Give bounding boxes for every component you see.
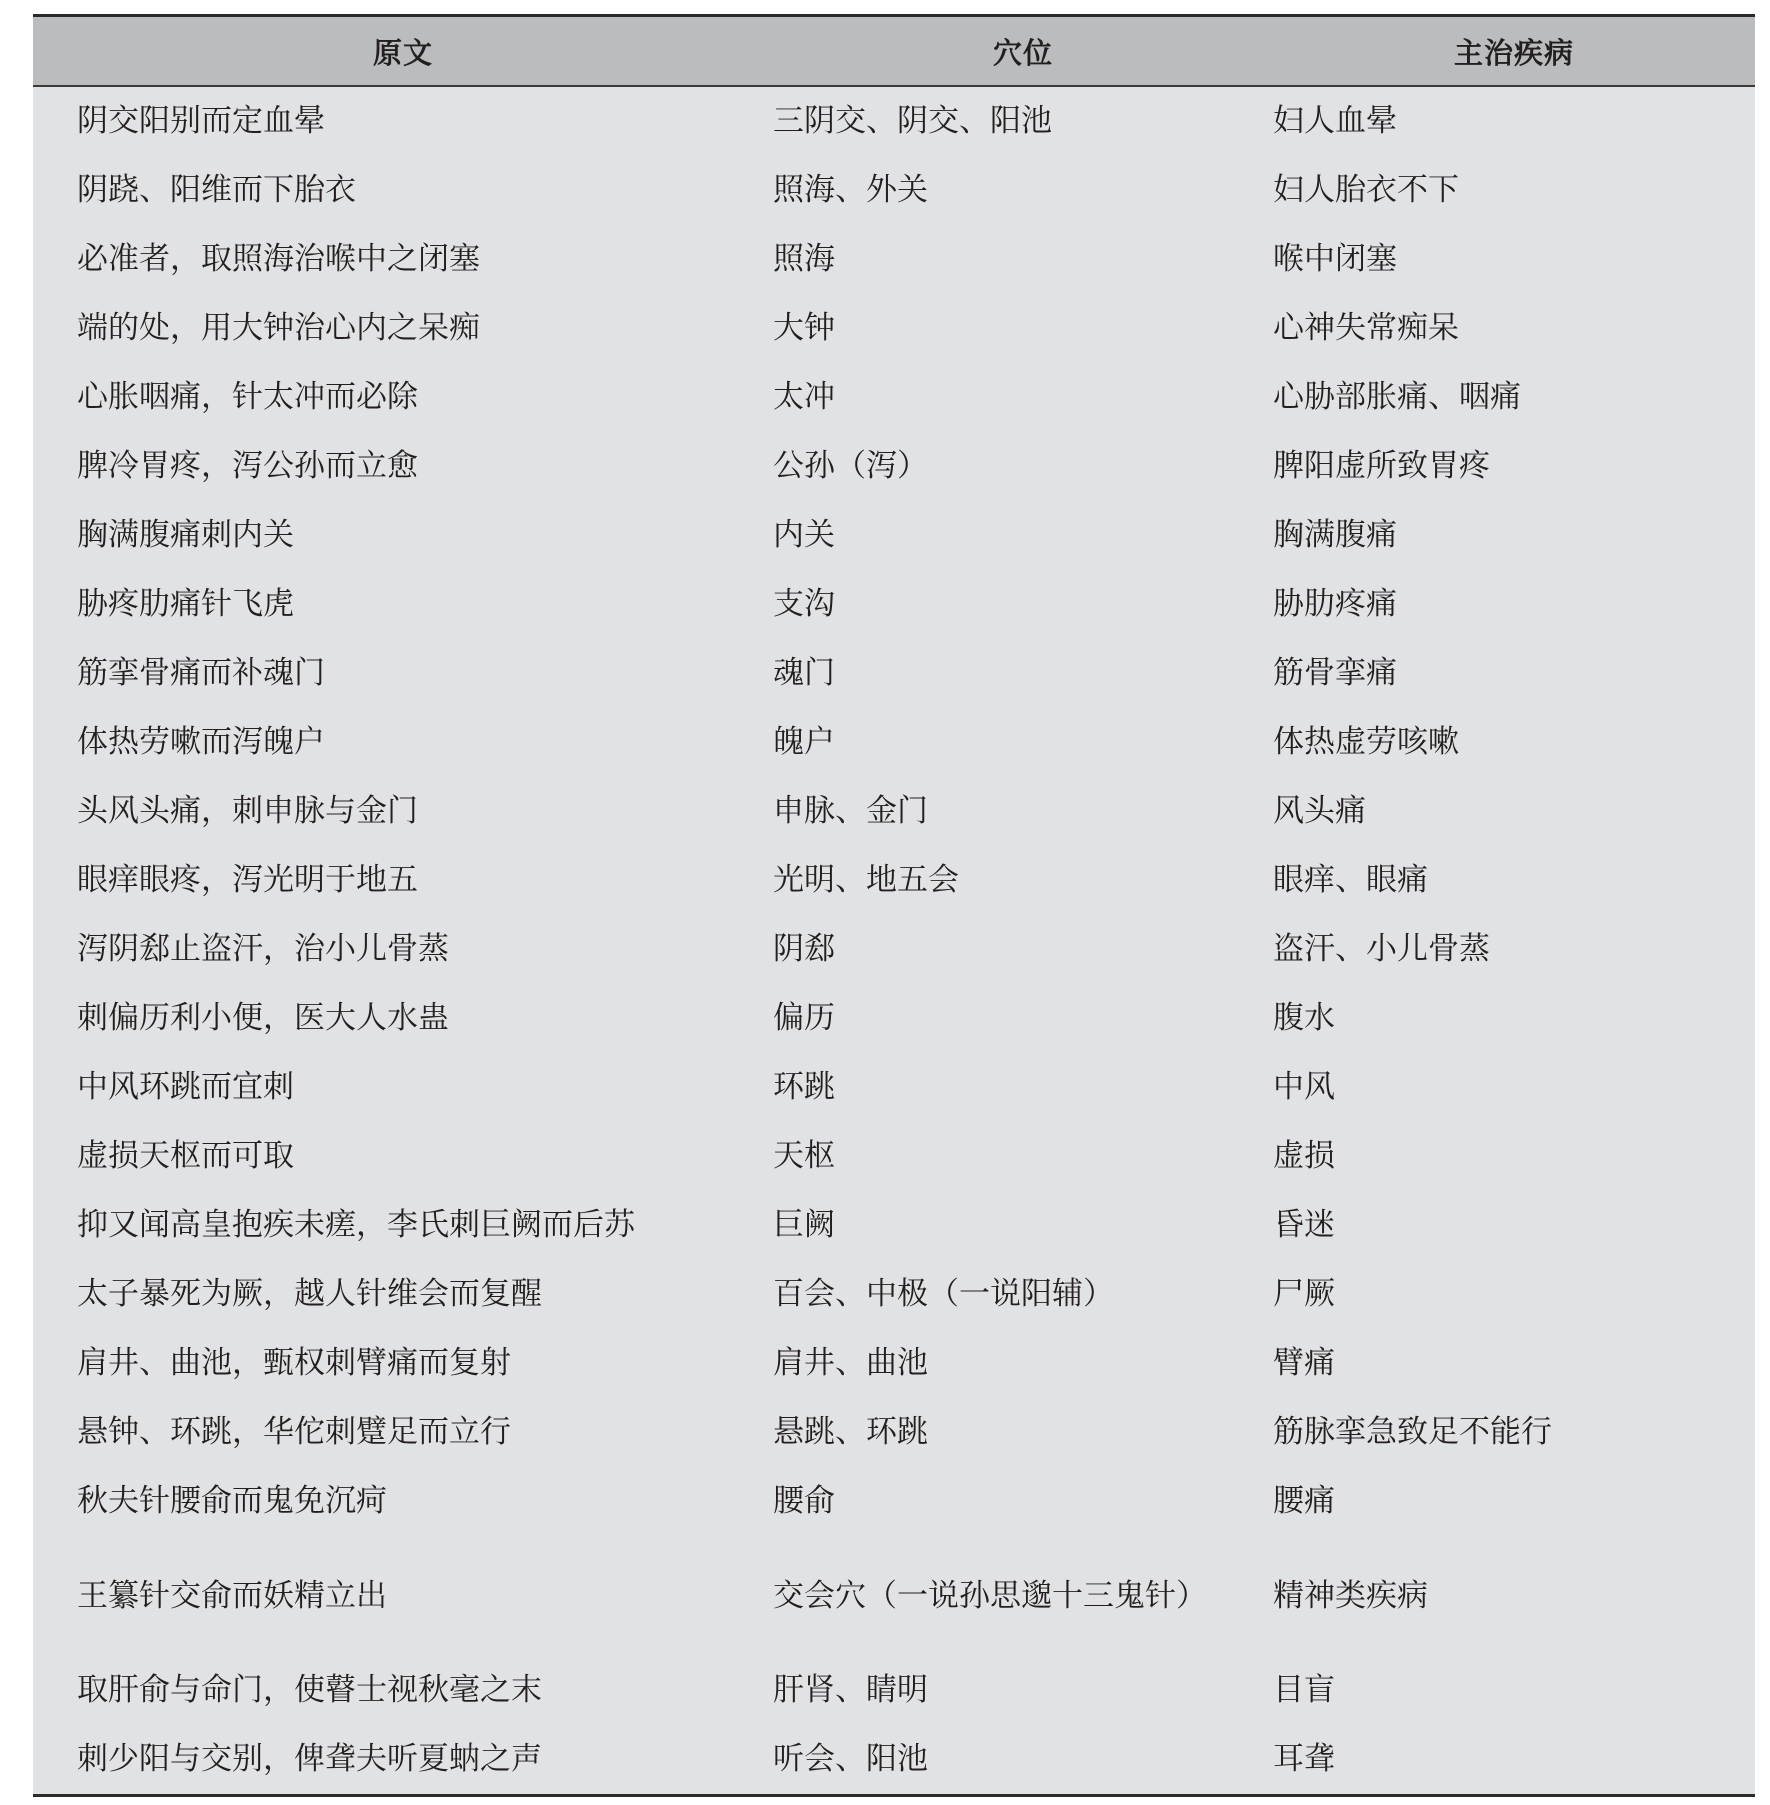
cell-acupoint: 申脉、金门 xyxy=(773,793,928,830)
cell-original-text: 头风头痛，刺申脉与金门 xyxy=(77,793,418,830)
cell-acupoint: 大钟 xyxy=(773,310,835,347)
cell-original-text: 取肝俞与命门，使瞽士视秋毫之末 xyxy=(77,1672,542,1709)
table-row xyxy=(33,1467,1755,1536)
cell-acupoint: 肝肾、睛明 xyxy=(773,1672,928,1709)
cell-acupoint: 公孙（泻） xyxy=(773,448,928,485)
cell-original-text: 必准者，取照海治喉中之闭塞 xyxy=(77,241,480,278)
cell-acupoint: 太冲 xyxy=(773,379,835,416)
cell-original-text: 中风环跳而宜刺 xyxy=(77,1069,294,1106)
table-row xyxy=(33,1191,1755,1260)
header-original-text: 原文 xyxy=(372,35,433,70)
cell-original-text: 悬钟、环跳，华佗刺躄足而立行 xyxy=(77,1414,511,1451)
table-row xyxy=(33,1053,1755,1122)
table-row xyxy=(33,1260,1755,1329)
cell-acupoint: 光明、地五会 xyxy=(773,862,959,899)
table-row xyxy=(33,1656,1755,1725)
cell-indication: 臂痛 xyxy=(1273,1345,1335,1382)
cell-indication: 盗汗、小儿骨蒸 xyxy=(1273,931,1490,968)
cell-indication: 昏迷 xyxy=(1273,1207,1335,1244)
table-row xyxy=(33,501,1755,570)
cell-original-text: 秋夫针腰俞而鬼免沉疴 xyxy=(77,1483,387,1520)
cell-acupoint: 悬跳、环跳 xyxy=(773,1414,928,1451)
table-body xyxy=(33,87,1755,1794)
cell-indication: 风头痛 xyxy=(1273,793,1366,830)
cell-acupoint: 偏历 xyxy=(773,1000,835,1037)
cell-indication: 喉中闭塞 xyxy=(1273,241,1397,278)
cell-indication: 胸满腹痛 xyxy=(1273,517,1397,554)
cell-indication: 胁肋疼痛 xyxy=(1273,586,1397,623)
table-header xyxy=(33,17,1755,87)
cell-original-text: 太子暴死为厥，越人针维会而复醒 xyxy=(77,1276,542,1313)
cell-indication: 腹水 xyxy=(1273,1000,1335,1037)
cell-original-text: 虚损天枢而可取 xyxy=(77,1138,294,1175)
table-row xyxy=(33,915,1755,984)
cell-original-text: 胁疼肋痛针飞虎 xyxy=(77,586,294,623)
cell-original-text: 泻阴郄止盗汗，治小儿骨蒸 xyxy=(77,931,449,968)
cell-indication: 耳聋 xyxy=(1273,1741,1335,1778)
cell-indication: 尸厥 xyxy=(1273,1276,1335,1313)
table-row xyxy=(33,1122,1755,1191)
cell-indication: 心神失常痴呆 xyxy=(1273,310,1459,347)
cell-original-text: 抑又闻高皇抱疾未瘥，李氏刺巨阙而后苏 xyxy=(77,1207,635,1244)
cell-indication: 妇人血晕 xyxy=(1273,103,1397,140)
cell-original-text: 阴跷、阳维而下胎衣 xyxy=(77,172,356,209)
cell-indication: 筋脉挛急致足不能行 xyxy=(1273,1414,1552,1451)
table-row xyxy=(33,570,1755,639)
cell-original-text: 刺少阳与交别，俾聋夫听夏蚋之声 xyxy=(77,1741,542,1778)
table-row xyxy=(33,639,1755,708)
cell-indication: 筋骨挛痛 xyxy=(1273,655,1397,692)
table-row xyxy=(33,777,1755,846)
cell-acupoint: 听会、阳池 xyxy=(773,1741,928,1778)
cell-indication: 脾阳虚所致胃疼 xyxy=(1273,448,1490,485)
cell-indication: 精神类疾病 xyxy=(1273,1577,1428,1614)
cell-indication: 眼痒、眼痛 xyxy=(1273,862,1428,899)
cell-acupoint: 环跳 xyxy=(773,1069,835,1106)
cell-indication: 妇人胎衣不下 xyxy=(1273,172,1459,209)
cell-indication: 中风 xyxy=(1273,1069,1335,1106)
cell-acupoint: 魂门 xyxy=(773,655,835,692)
cell-original-text: 心胀咽痛，针太冲而必除 xyxy=(77,379,418,416)
table-row xyxy=(33,846,1755,915)
cell-acupoint: 阴郄 xyxy=(773,931,835,968)
cell-acupoint: 交会穴（一说孙思邈十三鬼针） xyxy=(773,1577,1207,1614)
table-row xyxy=(33,156,1755,225)
cell-indication: 心胁部胀痛、咽痛 xyxy=(1273,379,1521,416)
table-row xyxy=(33,1725,1755,1794)
acupoint-table xyxy=(33,14,1755,1797)
cell-acupoint: 内关 xyxy=(773,517,835,554)
cell-original-text: 眼痒眼疼，泻光明于地五 xyxy=(77,862,418,899)
table-row xyxy=(33,984,1755,1053)
cell-original-text: 筋挛骨痛而补魂门 xyxy=(77,655,325,692)
table-row xyxy=(33,225,1755,294)
cell-original-text: 刺偏历利小便，医大人水蛊 xyxy=(77,1000,449,1037)
cell-acupoint: 天枢 xyxy=(773,1138,835,1175)
table-row xyxy=(33,432,1755,501)
cell-original-text: 王纂针交俞而妖精立出 xyxy=(77,1577,387,1614)
cell-original-text: 胸满腹痛刺内关 xyxy=(77,517,294,554)
table-row xyxy=(33,1536,1755,1656)
table-row xyxy=(33,1329,1755,1398)
cell-acupoint: 魄户 xyxy=(773,724,835,761)
header-acupoint: 穴位 xyxy=(992,35,1053,70)
cell-acupoint: 百会、中极（一说阳辅） xyxy=(773,1276,1114,1313)
table-row xyxy=(33,708,1755,777)
table-row xyxy=(33,87,1755,156)
cell-indication: 虚损 xyxy=(1273,1138,1335,1175)
cell-acupoint: 腰俞 xyxy=(773,1483,835,1520)
cell-acupoint: 照海 xyxy=(773,241,835,278)
cell-original-text: 端的处，用大钟治心内之呆痴 xyxy=(77,310,480,347)
cell-indication: 目盲 xyxy=(1273,1672,1335,1709)
cell-acupoint: 巨阙 xyxy=(773,1207,835,1244)
cell-acupoint: 支沟 xyxy=(773,586,835,623)
cell-original-text: 阴交阳别而定血晕 xyxy=(77,103,325,140)
cell-indication: 腰痛 xyxy=(1273,1483,1335,1520)
cell-original-text: 肩井、曲池，甄权刺臂痛而复射 xyxy=(77,1345,511,1382)
cell-acupoint: 照海、外关 xyxy=(773,172,928,209)
cell-original-text: 体热劳嗽而泻魄户 xyxy=(77,724,325,761)
table-row xyxy=(33,1398,1755,1467)
cell-indication: 体热虚劳咳嗽 xyxy=(1273,724,1459,761)
header-indication: 主治疾病 xyxy=(1453,35,1574,70)
cell-acupoint: 肩井、曲池 xyxy=(773,1345,928,1382)
cell-acupoint: 三阴交、阴交、阳池 xyxy=(773,103,1052,140)
table-row xyxy=(33,363,1755,432)
table-row xyxy=(33,294,1755,363)
cell-original-text: 脾冷胃疼，泻公孙而立愈 xyxy=(77,448,418,485)
